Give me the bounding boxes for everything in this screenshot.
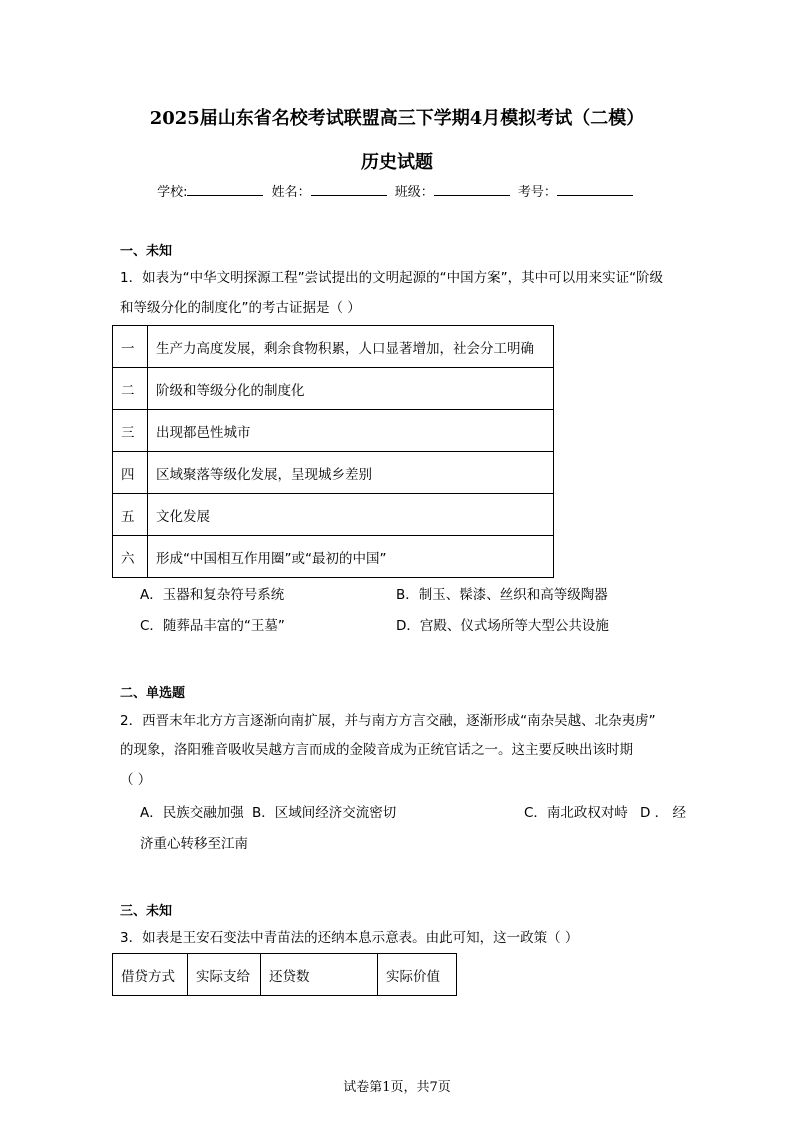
q2-option-d: D ． 经 [640, 805, 686, 821]
school-blank [187, 183, 263, 196]
table-row [113, 494, 554, 536]
q1-option-a: A．玉器和复杂符号系统 [140, 587, 285, 603]
table-cell-num: 五 [113, 494, 148, 536]
name-blank [311, 183, 387, 196]
table-cell-text: 阶级和等级分化的制度化 [148, 368, 554, 410]
table-cell-num: 四 [113, 452, 148, 494]
q1-option-b: B．制玉、髹漆、丝织和高等级陶器 [396, 587, 608, 603]
table-row [113, 326, 554, 368]
question-2-line-2: 的现象，洛阳雅音吸收吴越方言而成的金陵音成为正统官话之一。这主要反映出该时期 [120, 742, 633, 758]
table-header-cell: 实际支给 [188, 954, 261, 996]
table-cell-text: 出现都邑性城市 [148, 410, 554, 452]
number-label: 考号： [517, 185, 557, 200]
table-header-cell: 借贷方式 [113, 954, 188, 996]
section-heading-3: 三、未知 [120, 904, 173, 919]
table-cell-num: 六 [113, 536, 148, 578]
question-3-table [112, 953, 457, 996]
number-blank [557, 183, 633, 196]
question-1-line-2: 和等级分化的制度化”的考古证据是（ ） [120, 300, 361, 316]
q2-option-d-continued: 济重心转移至江南 [140, 836, 248, 852]
q2-option-a: A．民族交融加强 [140, 805, 244, 821]
question-2-line-1: 2．西晋末年北方方言逐渐向南扩展，并与南方方言交融，逐渐形成“南杂吴越、北杂夷虏” [120, 713, 656, 729]
table-header-cell: 实际价值 [378, 954, 457, 996]
question-2-line-3: （ ） [120, 772, 152, 788]
question-1-table [112, 325, 554, 578]
q1-option-c: C．随葬品丰富的“王墓” [140, 618, 285, 634]
class-blank [434, 183, 510, 196]
q2-option-b: B．区域间经济交流密切 [252, 805, 397, 821]
student-info-row [0, 181, 794, 200]
table-cell-text: 形成“中国相互作用圈”或“最初的中国” [148, 536, 554, 578]
table-header-row [113, 954, 457, 996]
section-heading-1: 一、未知 [120, 244, 173, 259]
table-row [113, 410, 554, 452]
table-cell-text: 文化发展 [148, 494, 554, 536]
q1-option-d: D．宫殿、仪式场所等大型公共设施 [396, 618, 609, 634]
table-cell-text: 生产力高度发展，剩余食物积累，人口显著增加，社会分工明确 [148, 326, 554, 368]
question-1-line-1: 1．如表为“中华文明探源工程”尝试提出的文明起源的“中国方案”，其中可以用来实证“阶级 [120, 270, 664, 286]
class-label: 班级： [394, 185, 434, 200]
table-row [113, 536, 554, 578]
exam-subtitle: 历史试题 [361, 152, 433, 173]
section-heading-2: 二、单选题 [120, 686, 186, 701]
name-label: 姓名： [271, 185, 311, 200]
school-label: 学校: [157, 185, 188, 200]
table-cell-num: 一 [113, 326, 148, 368]
question-3-line-1: 3．如表是王安石变法中青苗法的还纳本息示意表。由此可知，这一政策（ ） [120, 930, 579, 946]
page-footer: 试卷第1页，共7页 [343, 1080, 451, 1095]
table-row [113, 452, 554, 494]
exam-title: 2025届山东省名校考试联盟高三下学期4月模拟考试（二模） [149, 108, 645, 129]
table-row [113, 368, 554, 410]
table-cell-text: 区域聚落等级化发展，呈现城乡差别 [148, 452, 554, 494]
table-cell-num: 三 [113, 410, 148, 452]
q2-option-c: C．南北政权对峙 [524, 805, 628, 821]
table-header-cell: 还贷数 [261, 954, 378, 996]
table-cell-num: 二 [113, 368, 148, 410]
